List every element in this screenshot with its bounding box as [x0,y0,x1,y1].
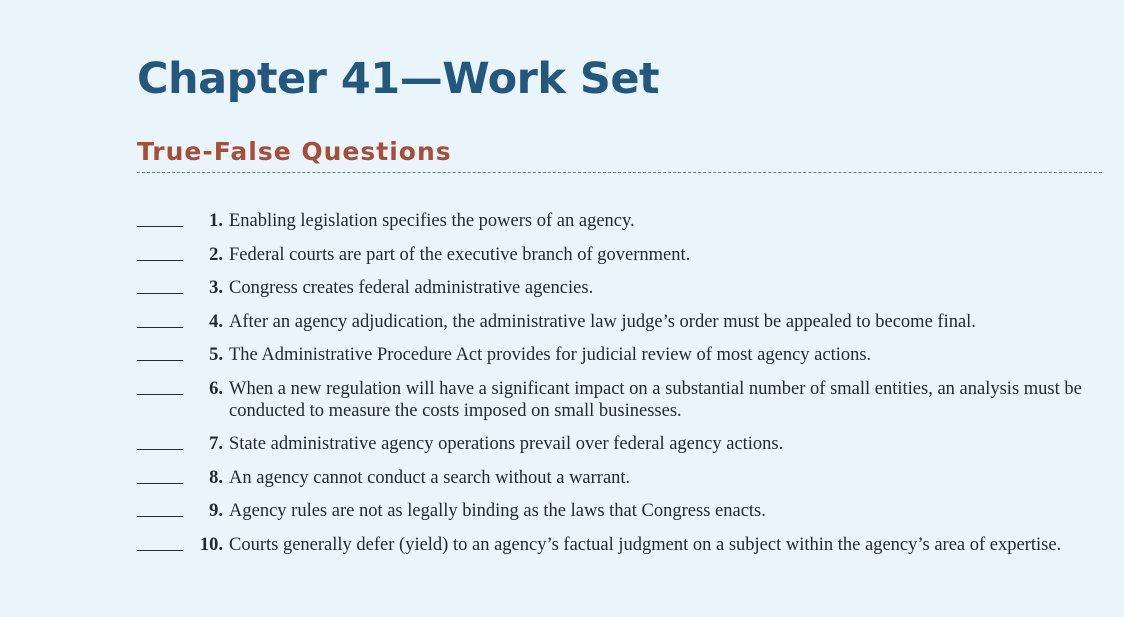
question-text: When a new regulation will have a significant impact on a substantial number of small entities, an analysis must be conducted to measure the costs imposed on small businesses. [229,378,1082,421]
question-number: 1. [209,211,223,231]
question-number: 6. [209,378,223,399]
question-10 [137,534,1102,556]
question-number: 2. [209,244,223,265]
question-text: Enabling legislation specifies the powers of an agency. [229,211,635,231]
question-list [137,210,1102,567]
question-8 [137,467,1102,489]
question-text: After an agency adjudication, the administrative law judge’s order must be appealed to become final. [229,311,976,332]
answer-blank[interactable] [137,226,183,227]
page-title: Chapter 41—Work Set [137,54,660,104]
question-number: 3. [209,278,223,298]
question-3 [137,277,1102,299]
question-4 [137,311,1102,333]
answer-blank[interactable] [137,260,183,261]
question-text: State administrative agency operations prevail over federal agency actions. [229,434,784,454]
answer-blank[interactable] [137,449,183,450]
answer-blank[interactable] [137,394,183,395]
question-number: 7. [209,434,223,454]
question-text: Congress creates federal administrative agencies. [229,278,594,298]
answer-blank[interactable] [137,327,183,328]
answer-blank[interactable] [137,360,183,361]
answer-blank[interactable] [137,483,183,484]
question-2 [137,244,1102,266]
question-text: Courts generally defer (yield) to an agency’s factual judgment on a subject within the agency’s area of expertise. [229,534,1062,555]
question-text: Agency rules are not as legally binding as the laws that Congress enacts. [229,501,766,521]
question-9 [137,500,1102,522]
answer-blank[interactable] [137,293,183,294]
question-1 [137,210,1102,232]
question-number: 10. [199,534,223,555]
answer-blank[interactable] [137,516,183,517]
question-text: The Administrative Procedure Act provides for judicial review of most agency actions. [229,345,872,365]
question-number: 4. [209,311,223,332]
question-text: Federal courts are part of the executive branch of government. [229,244,691,265]
answer-blank[interactable] [137,550,183,551]
question-6 [137,378,1102,422]
question-number: 9. [209,501,223,521]
question-number: 8. [209,467,223,488]
question-number: 5. [209,345,223,365]
question-5 [137,344,1102,366]
question-7 [137,433,1102,455]
section-title: True-False Questions [137,137,452,166]
dashed-divider [137,172,1102,173]
question-text: An agency cannot conduct a search without a warrant. [229,467,631,488]
